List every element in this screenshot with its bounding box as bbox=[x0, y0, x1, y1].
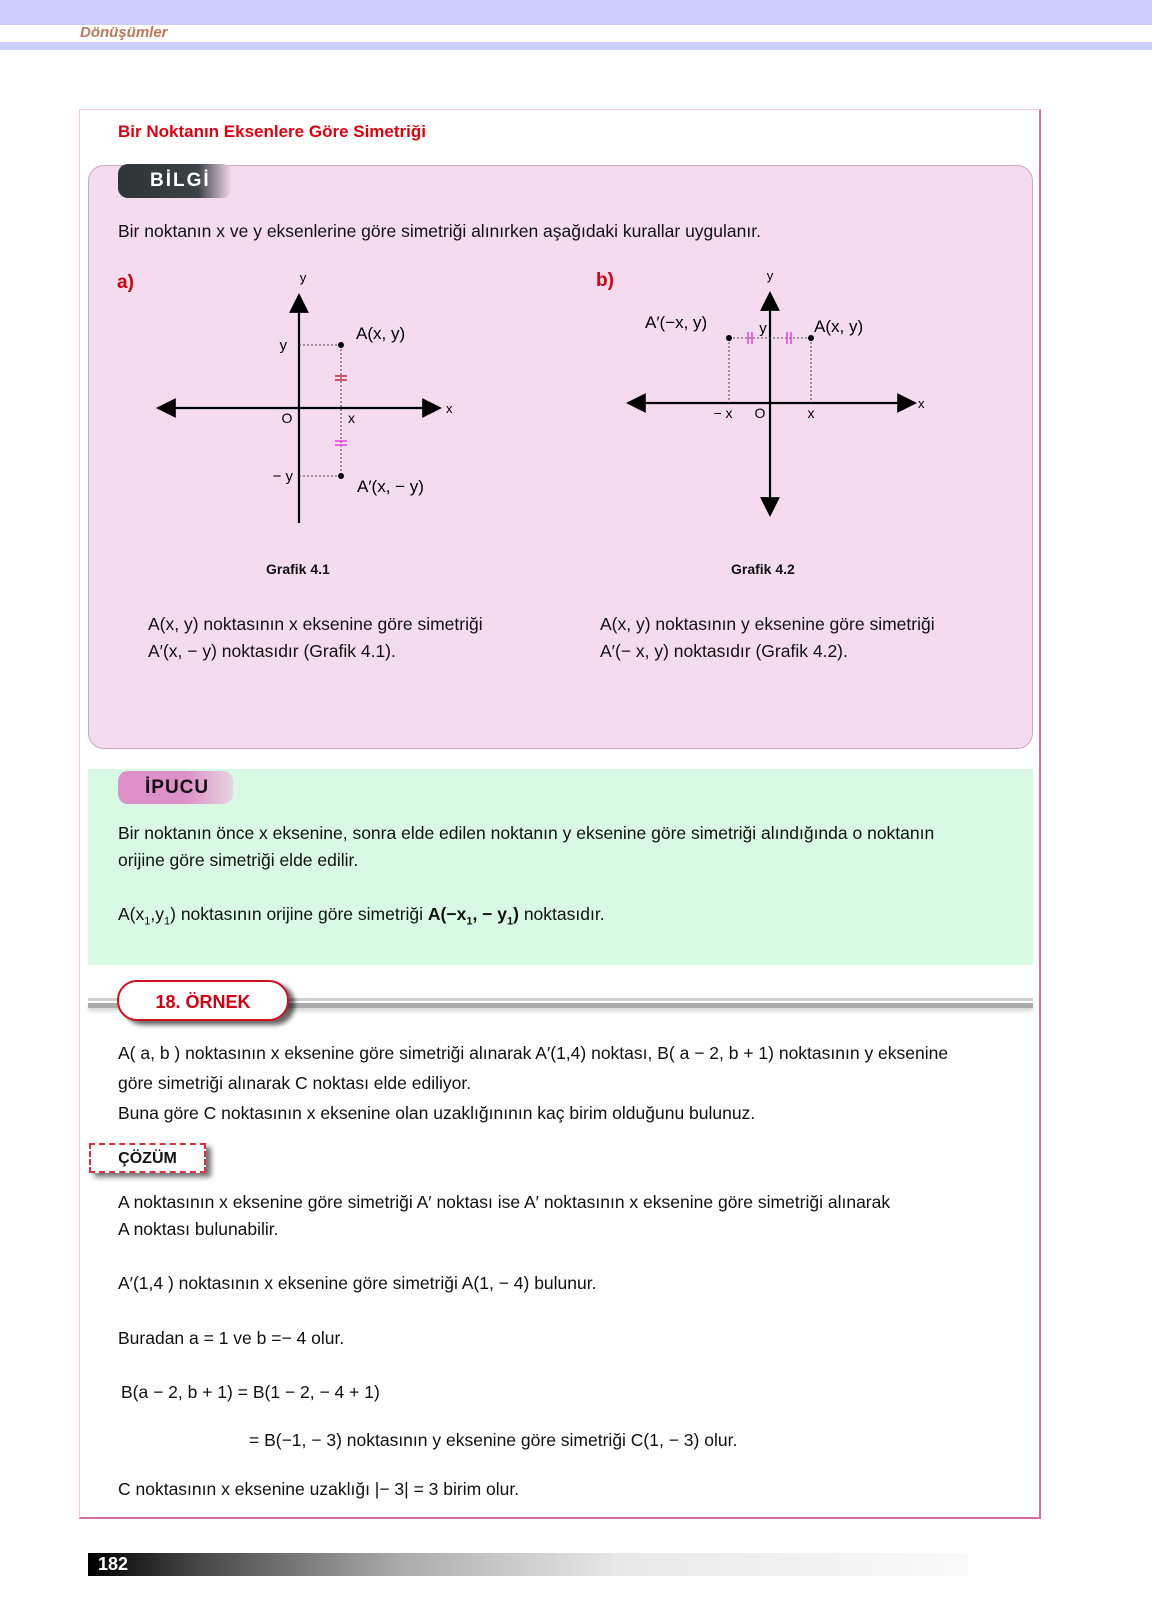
x-tick-label: x bbox=[348, 410, 355, 426]
y-tick-label: y bbox=[759, 320, 767, 337]
solution-line-3: A′(1,4 ) noktasının x eksenine göre simetriği A(1, − 4) bulunur. bbox=[118, 1273, 597, 1293]
solution-line-5: B(a − 2, b + 1) = B(1 − 2, − 4 + 1) bbox=[121, 1382, 380, 1402]
graph-a-caption: Grafik 4.1 bbox=[266, 561, 330, 577]
page-number-bar bbox=[88, 1553, 968, 1576]
header-band-bottom bbox=[0, 42, 1152, 50]
point-a-prime-label: A′(−x, y) bbox=[645, 313, 708, 332]
graph-b-diagram bbox=[610, 265, 940, 525]
graph-a-desc-1: A(x, y) noktasının x eksenine göre simetriği bbox=[148, 614, 483, 634]
solution-line-4: Buradan a = 1 ve b =− 4 olur. bbox=[118, 1328, 345, 1348]
tip-line-2: orijine göre simetriği elde edilir. bbox=[118, 850, 359, 870]
tip-rule-prefix: A(x bbox=[118, 904, 145, 924]
header-band-top bbox=[0, 0, 1152, 25]
solution-line-7: C noktasının x eksenine uzaklığı |− 3| = 3 birim olur. bbox=[118, 1479, 520, 1499]
section-title: Bir Noktanın Eksenlere Göre Simetriği bbox=[118, 122, 426, 141]
tip-rule-mid: noktasının orijine göre simetriği bbox=[180, 904, 424, 924]
graph-b-marker: b) bbox=[596, 270, 614, 291]
graph-b-caption: Grafik 4.2 bbox=[731, 561, 795, 577]
neg-x-tick-label: − x bbox=[713, 405, 733, 421]
point-a bbox=[338, 342, 344, 348]
example-label: 18. ÖRNEK bbox=[117, 980, 289, 1021]
tip-rule-suffix: noktasıdır. bbox=[523, 904, 605, 924]
point-a-prime bbox=[338, 473, 344, 479]
solution-line-6: = B(−1, − 3) noktasının y eksenine göre simetriği C(1, − 3) olur. bbox=[249, 1430, 738, 1450]
point-a-prime-label: A′(x, − y) bbox=[357, 477, 424, 496]
page-number: 182 bbox=[98, 1554, 129, 1574]
graph-b-desc-1: A(x, y) noktasının y eksenine göre simetriği bbox=[600, 614, 935, 634]
graph-b-desc-2: A′(− x, y) noktasıdır (Grafik 4.2). bbox=[600, 641, 848, 661]
x-tick-label: x bbox=[807, 405, 815, 421]
x-axis-label: x bbox=[446, 401, 453, 416]
chapter-title: Dönüşümler bbox=[80, 24, 168, 41]
solution-line-2: A noktası bulunabilir. bbox=[118, 1219, 279, 1239]
point-a-prime bbox=[726, 335, 732, 341]
example-line-1: A( a, b ) noktasının x eksenine göre simetriği alınarak A′(1,4) noktası, B( a − 2, b + 1) noktasının y eksenine bbox=[118, 1043, 949, 1063]
graph-a-marker: a) bbox=[117, 272, 134, 293]
tip-line-1: Bir noktanın önce x eksenine, sonra elde edilen noktanın y eksenine göre simetriği alındığında o noktanın bbox=[118, 823, 935, 843]
origin-label: O bbox=[754, 405, 766, 421]
graph-a-diagram bbox=[140, 265, 470, 540]
point-a-label: A(x, y) bbox=[814, 317, 864, 336]
info-intro: Bir noktanın x ve y eksenlerine göre simetriği alınırken aşağıdaki kurallar uygulanır. bbox=[118, 221, 761, 241]
x-axis-label: x bbox=[918, 396, 925, 411]
solution-line-1: A noktasının x eksenine göre simetriği A′ noktası ise A′ noktasının x eksenine göre simetriği alınarak bbox=[118, 1192, 891, 1212]
example-line-3: Buna göre C noktasının x eksenine olan uzaklığınının kaç birim olduğunu bulunuz. bbox=[118, 1103, 756, 1123]
tip-label: İPUCU bbox=[118, 771, 233, 804]
example-line-2: göre simetriği alınarak C noktası elde ediliyor. bbox=[118, 1073, 472, 1093]
point-a-label: A(x, y) bbox=[356, 324, 406, 343]
y-axis-label: y bbox=[766, 268, 774, 283]
graph-a-desc-2: A′(x, − y) noktasıdır (Grafik 4.1). bbox=[148, 641, 396, 661]
solution-label: ÇÖZÜM bbox=[89, 1143, 206, 1173]
origin-label: O bbox=[281, 410, 293, 426]
y-tick-label: y bbox=[279, 337, 287, 354]
y-axis-label: y bbox=[299, 270, 307, 285]
info-label: BİLGİ bbox=[118, 164, 232, 198]
neg-y-tick-label: − y bbox=[272, 468, 293, 485]
tip-rule: $A(x_1,y_1)$ noktasının orijine göre simetriği $A(-x_1$, − $y_1$) noktasıdır. bbox=[118, 904, 605, 928]
